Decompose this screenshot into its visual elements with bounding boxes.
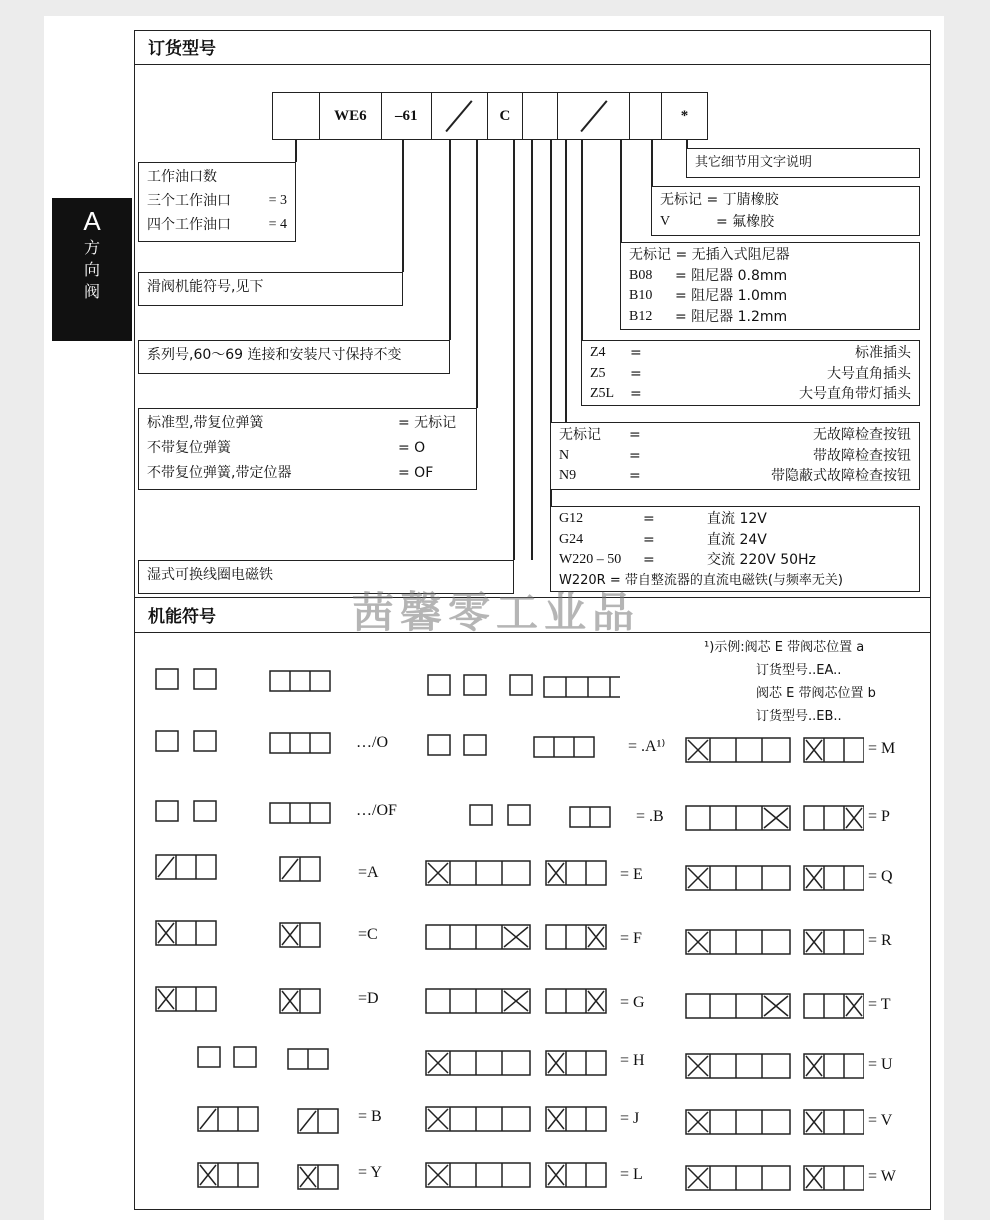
seal-box (651, 186, 920, 236)
example-note (704, 636, 876, 728)
tab-char-3: 阀 (83, 282, 100, 301)
order-code-bar (272, 92, 708, 140)
spring-r1-val: = 无标记 (398, 415, 457, 431)
label-C: =C (358, 926, 378, 943)
ports-r1-val: = 3 (268, 193, 287, 208)
label-G: = G (620, 994, 645, 1011)
orifice-r2-key: B08 (629, 267, 653, 283)
spring-box (138, 408, 477, 490)
label-R: = R (868, 932, 892, 949)
voltage-r2-val: 直流 24V (707, 531, 767, 548)
plug-r1-val: 标准插头 (855, 345, 911, 361)
code-cell-series: –61 (382, 93, 432, 139)
symbols-col-2 (420, 665, 620, 1195)
series-box: 系列号,60～69 连接和安装尺寸保持不变 (138, 340, 450, 374)
voltage-r1-key: G12 (559, 511, 584, 526)
voltage-r1-eq: = (643, 511, 655, 527)
label-A: =A (358, 864, 379, 881)
plug-r3-eq: = (630, 386, 642, 402)
ports-box (138, 162, 296, 242)
spring-r3-val: = OF (398, 465, 434, 481)
ports-title: 工作油口数 (147, 169, 217, 185)
voltage-r2-eq: = (643, 531, 655, 548)
button-r2-val: 带故障检查按钮 (813, 447, 911, 464)
tab-char-2: 向 (83, 260, 100, 279)
button-r3-key: N9 (559, 468, 577, 483)
voltage-r3-eq: = (643, 552, 655, 568)
plug-r2-key: Z5 (590, 365, 606, 381)
voltage-r3-key: W220 – 50 (559, 552, 622, 567)
spring-r3-key: 不带复位弹簧,带定位器 (147, 465, 292, 481)
orifice-box (620, 242, 920, 330)
button-r1-eq: = (629, 427, 641, 443)
code-cell-ports (273, 93, 320, 139)
plug-r3-val: 大号直角带灯插头 (799, 386, 911, 402)
plug-box (581, 340, 920, 406)
spring-r2-val: = O (398, 440, 426, 456)
label-T: = T (868, 996, 891, 1013)
code-cell-slash2 (558, 93, 630, 139)
ports-r1-key: 三个工作油口 (147, 193, 231, 209)
side-tab (52, 198, 132, 341)
label-L: = L (620, 1166, 643, 1183)
orifice-r1: 无标记 = 无插入式阻尼器 (629, 247, 790, 263)
seal-r2-key: V (660, 214, 671, 229)
plug-r1-key: Z4 (590, 345, 606, 360)
note-line-4: 订货型号..EB.. (756, 709, 842, 724)
orifice-r4-key: B12 (629, 308, 653, 324)
code-cell-c: C (488, 93, 524, 139)
code-cell-blank2 (630, 93, 662, 139)
symbol-section-title: 机能符号 (134, 597, 931, 633)
label-D: =D (358, 990, 379, 1007)
button-r2-eq: = (629, 447, 641, 464)
note-line-1: ¹)示例:阀芯 E 带阀芯位置 a (704, 640, 865, 655)
tab-char-1: 方 (83, 238, 100, 257)
orifice-r2-val: = 阻尼器 0.8mm (675, 267, 788, 284)
label-P: = P (868, 808, 890, 825)
label-b1: = .B (636, 808, 664, 825)
note-line-3: 阀芯 E 带阀芯位置 b (756, 686, 876, 701)
button-r1-val: 无故障检查按钮 (813, 427, 911, 443)
voltage-r1-val: 直流 12V (707, 511, 767, 527)
label-F: = F (620, 930, 642, 947)
orifice-r3-key: B10 (629, 288, 653, 303)
plug-r1-eq: = (630, 345, 642, 361)
label-Q: = Q (868, 868, 893, 885)
ports-r2-key: 四个工作油口 (147, 217, 231, 233)
other-details-box: 其它细节用文字说明 (686, 148, 920, 178)
label-E: = E (620, 866, 643, 883)
label-B: = B (358, 1108, 382, 1125)
spring-r2-key: 不带复位弹簧 (147, 440, 231, 456)
spool-box: 滑阀机能符号,见下 (138, 272, 403, 306)
label-Y: = Y (358, 1164, 382, 1181)
label-o: …/O (356, 734, 388, 751)
symbols-col-1 (150, 655, 365, 1195)
button-r3-val: 带隐蔽式故障检查按钮 (771, 468, 911, 484)
label-a1: = .A¹⁾ (628, 738, 666, 755)
watermark: 茜馨零工业品 (352, 588, 641, 637)
tab-letter: A (83, 206, 101, 236)
label-of: …/OF (356, 802, 397, 819)
seal-r1: 无标记 = 丁腈橡胶 (660, 192, 779, 208)
code-cell-star: * (680, 107, 689, 124)
plug-r2-eq: = (630, 365, 642, 382)
voltage-r3-val: 交流 220V 50Hz (707, 552, 816, 568)
orifice-r4-val: = 阻尼器 1.2mm (675, 308, 788, 325)
label-U: = U (868, 1056, 893, 1073)
button-box (550, 422, 920, 490)
spring-r1-key: 标准型,带复位弹簧 (147, 415, 264, 431)
label-W: = W (868, 1168, 896, 1185)
code-cell-blank (523, 93, 558, 139)
seal-r2-val: = 氟橡胶 (716, 214, 775, 230)
symbols-col-3 (684, 730, 864, 1195)
button-r3-eq: = (629, 468, 641, 484)
voltage-r2-key: G24 (559, 531, 584, 547)
orifice-r3-val: = 阻尼器 1.0mm (675, 288, 788, 304)
button-r1-key: 无标记 (559, 427, 601, 443)
solenoid-box: 湿式可换线圈电磁铁 (138, 560, 514, 594)
label-M: = M (868, 740, 896, 757)
ports-r2-val: = 4 (268, 217, 287, 232)
code-cell-slash1 (432, 93, 488, 139)
button-r2-key: N (559, 447, 570, 463)
label-V: = V (868, 1112, 893, 1129)
plug-r3-key: Z5L (590, 386, 615, 401)
label-H: = H (620, 1052, 645, 1069)
order-section-title: 订货型号 (134, 30, 931, 65)
note-line-2: 订货型号..EA.. (756, 663, 842, 678)
code-cell-type: WE6 (320, 93, 382, 139)
plug-r2-val: 大号直角插头 (827, 365, 911, 382)
label-J: = J (620, 1110, 640, 1127)
voltage-r4: W220R = 带自整流器的直流电磁铁(与频率无关) (559, 572, 844, 588)
